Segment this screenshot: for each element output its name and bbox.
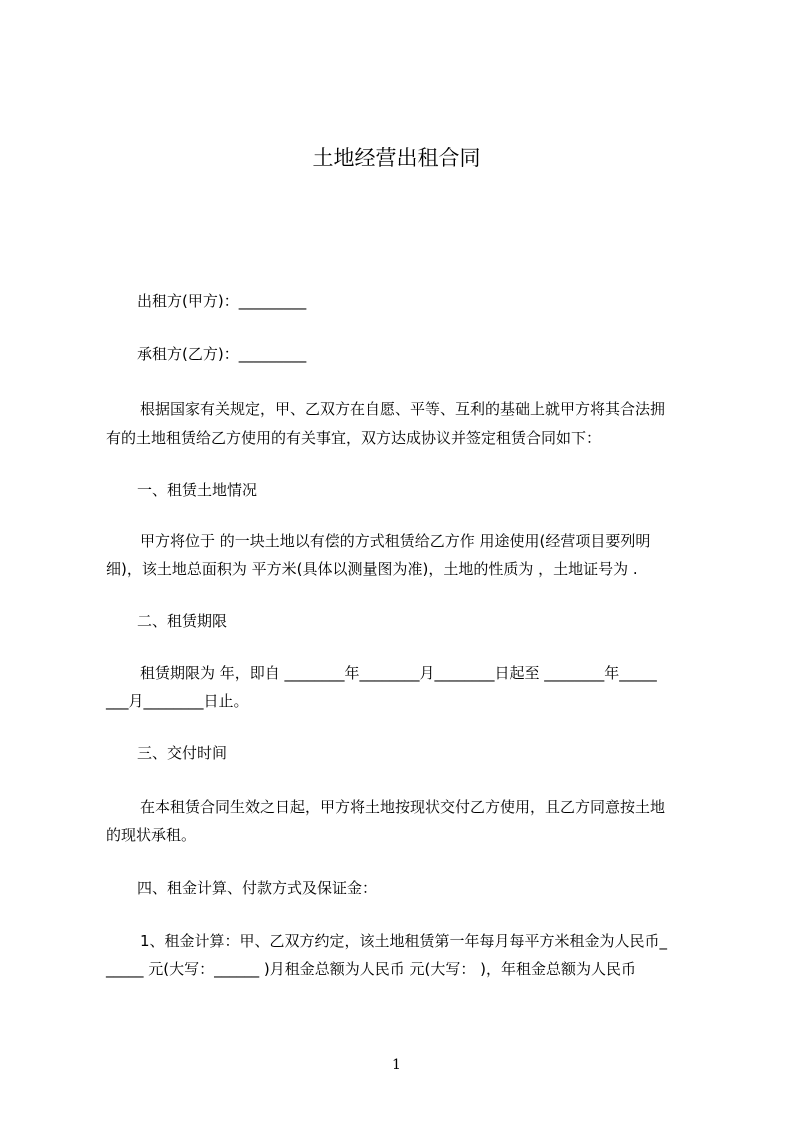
- lessee-line: 承租方(乙方)：_________: [137, 345, 307, 363]
- section-4-heading: 四、租金计算、付款方式及保证金：: [137, 879, 378, 897]
- preamble-line-1: 根据国家有关规定，甲、乙双方在自愿、平等、互利的基础上就甲方将其合法拥: [140, 400, 666, 418]
- section-2-line-1: 租赁期限为 年，即自 ________年________月________日起至 ________年_____: [140, 664, 657, 682]
- section-1-line-1: 甲方将位于 的一块土地以有偿的方式租赁给乙方作 用途使用(经营项目要列明: [140, 532, 651, 550]
- page-number: 1: [392, 1057, 401, 1073]
- section-4-item-1-line-1: 1、租金计算：甲、乙双方约定，该土地租赁第一年每月每平方米租金为人民币_: [140, 932, 668, 950]
- section-2-line-2: ___月________日止。: [106, 692, 249, 710]
- lessor-line: 出租方(甲方)：_________: [137, 292, 307, 310]
- section-1-heading: 一、租赁土地情况: [137, 481, 258, 499]
- section-3-line-1: 在本租赁合同生效之日起，甲方将土地按现状交付乙方使用，且乙方同意按土地: [140, 798, 666, 816]
- section-2-heading: 二、租赁期限: [137, 612, 228, 630]
- section-3-heading: 三、交付时间: [137, 744, 228, 762]
- section-3-line-2: 的现状承租。: [106, 826, 197, 844]
- document-title: 土地经营出租合同: [312, 146, 481, 170]
- section-1-line-2: 细)，该土地总面积为 平方米(具体以测量图为准)，土地的性质为 ，土地证号为 .: [106, 560, 638, 578]
- preamble-line-2: 有的土地租赁给乙方使用的有关事宜，双方达成协议并签定租赁合同如下：: [106, 429, 602, 447]
- section-4-item-1-line-2: _____ 元(大写：______ )月租金总额为人民币 元(大写： )，年租金总额为人民币: [106, 960, 636, 978]
